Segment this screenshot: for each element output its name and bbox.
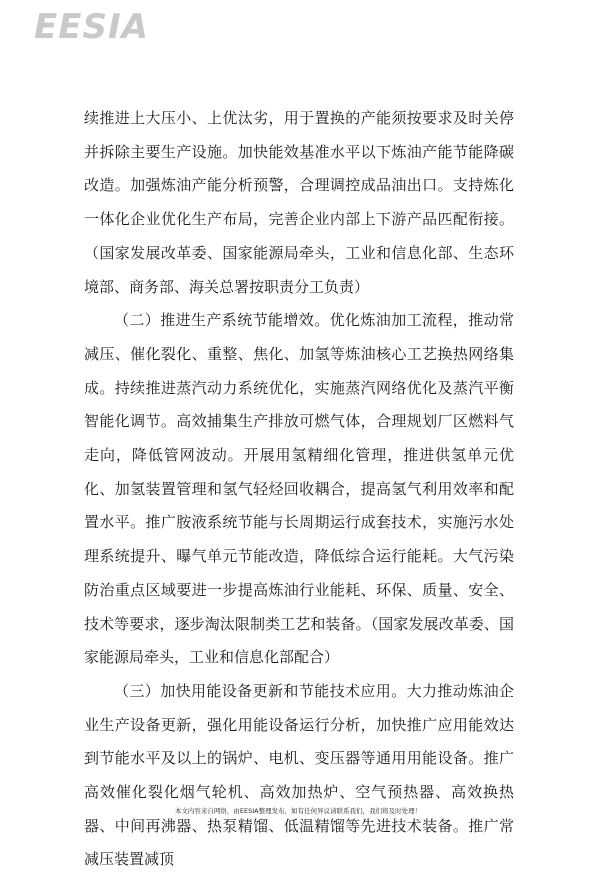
paragraph-section-3: （三）加快用能设备更新和节能技术应用。大力推动炼油企业生产设备更新，强化用能设备运行分析，加快推广应用能效达到节能水平及以上的锅炉、电机、变压器等通用用能设备。推广高效催化裂化烟气轮机、高效加热炉、空气预热器、高效换热器、中间再沸器、热泵精馏、低温精馏等先进技术装备。推广常减压装置减顶 bbox=[84, 681, 514, 869]
document-body bbox=[84, 102, 514, 877]
paragraph-continuation: 续推进上大压小、上优汰劣，用于置换的产能须按要求及时关停并拆除主要生产设施。加快能效基准水平以下炼油产能节能降碳改造。加强炼油产能分析预警，合理调控成品油出口。支持炼化一体化企业优化生产布局，完善企业内部上下游产品匹配衔接。（国家发展改革委、国家能源局牵头，工业和信息化部、生态环境部、商务部、海关总署按职责分工负责） bbox=[84, 109, 514, 296]
footer-notice: 本文内容来自网络，由EESIA整理发布，如有任何异议请联系我们，我们将及时处理！ bbox=[174, 807, 422, 815]
eesia-logo: EESIA bbox=[34, 7, 149, 47]
paragraph-section-2: （二）推进生产系统节能增效。优化炼油加工流程，推动常减压、催化裂化、重整、焦化、加氢等炼油核心工艺换热网络集成。持续推进蒸汽动力系统优化，实施蒸汽网络优化及蒸汽平衡智能化调节。高效捕集生产排放可燃气体，合理规划厂区燃料气走向，降低管网波动。开展用氢精细化管理，推进供氢单元优化、加氢装置管理和氢气轻烃回收耦合，提高氢气利用效率和配置水平。推广胺液系统节能与长周期运行成套技术，实施污水处理系统提升、曝气单元节能改造，降低综合运行能耗。大气污染防治重点区域要进一步提高炼油行业能耗、环保、质量、安全、技术等要求，逐步淘汰限制类工艺和装备。（国家发展改革委、国家能源局牵头，工业和信息化部配合） bbox=[84, 311, 514, 667]
